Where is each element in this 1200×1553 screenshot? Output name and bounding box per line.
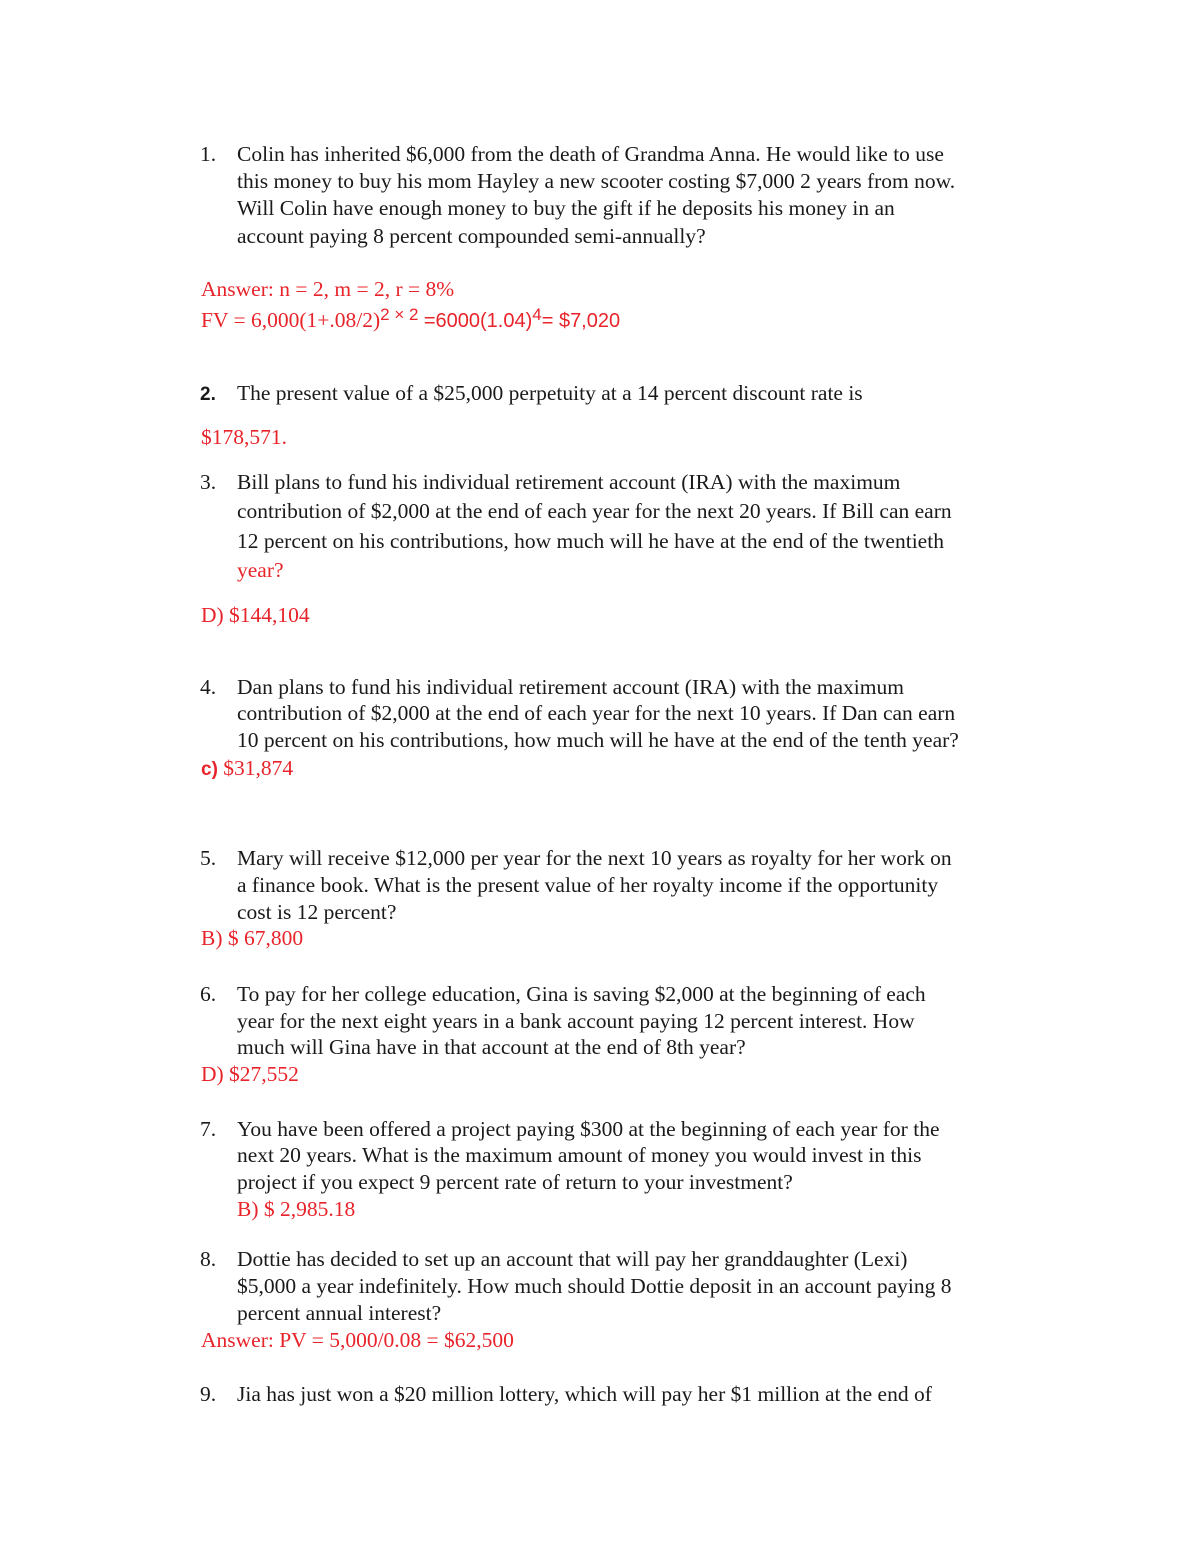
question-text-line: Jia has just won a $20 million lottery, which will pay her $1 million at the end of bbox=[237, 1382, 932, 1406]
exponent: 4 bbox=[532, 305, 542, 324]
answer-5: B) $ 67,800 bbox=[201, 926, 304, 950]
question-text-line: year? bbox=[237, 558, 284, 582]
question-text-line: Colin has inherited $6,000 from the death of Grandma Anna. He would like to use bbox=[237, 142, 944, 166]
question-text-line: 12 percent on his contributions, how much will he have at the end of the twentieth bbox=[237, 529, 944, 553]
question-number: 9. bbox=[200, 1382, 217, 1406]
answer-3: D) $144,104 bbox=[201, 603, 310, 627]
question-number: 7. bbox=[200, 1117, 217, 1141]
question-text-line: contribution of $2,000 at the end of each year for the next 20 years. If Bill can earn bbox=[237, 499, 952, 523]
question-number: 3. bbox=[200, 470, 217, 494]
question-text-line: contribution of $2,000 at the end of each year for the next 10 years. If Dan can earn bbox=[237, 701, 956, 725]
answer-1-line-1: Answer: n = 2, m = 2, r = 8% bbox=[201, 277, 455, 301]
answer-1-line-2 bbox=[201, 305, 621, 333]
question-text-line: project if you expect 9 percent rate of return to your investment? bbox=[237, 1170, 793, 1194]
question-number: 5. bbox=[200, 846, 217, 870]
question-text-line: this money to buy his mom Hayley a new scooter costing $7,000 2 years from now. bbox=[237, 169, 956, 193]
question-number: 8. bbox=[200, 1247, 217, 1271]
answer-2: $178,571. bbox=[201, 425, 287, 449]
question-text-line: account paying 8 percent compounded semi-annually? bbox=[237, 224, 706, 248]
question-text-line: The present value of a $25,000 perpetuity at a 14 percent discount rate is bbox=[237, 381, 863, 405]
answer-formula: FV = 6,000(1+.08/2) bbox=[201, 308, 381, 332]
question-text-line: year for the next eight years in a bank account paying 12 percent interest. How bbox=[237, 1009, 915, 1033]
question-text-line: Dottie has decided to set up an account that will pay her granddaughter (Lexi) bbox=[237, 1247, 908, 1271]
question-text-line: percent annual interest? bbox=[237, 1301, 442, 1325]
answer-8: Answer: PV = 5,000/0.08 = $62,500 bbox=[201, 1328, 514, 1352]
exponent: 2 × 2 bbox=[380, 305, 419, 324]
question-text-line: Will Colin have enough money to buy the gift if he deposits his money in an bbox=[237, 196, 895, 220]
question-number: 4. bbox=[200, 675, 217, 699]
answer-4 bbox=[201, 756, 293, 781]
question-text-line: a finance book. What is the present value of her royalty income if the opportunity bbox=[237, 873, 939, 897]
question-text-line: 10 percent on his contributions, how much will he have at the end of the tenth year? bbox=[237, 728, 959, 752]
question-text-line: much will Gina have in that account at the end of 8th year? bbox=[237, 1035, 746, 1059]
question-number: 6. bbox=[200, 982, 217, 1006]
question-text-line: Dan plans to fund his individual retirement account (IRA) with the maximum bbox=[237, 675, 904, 699]
answer-formula: =6000(1.04) bbox=[423, 310, 533, 332]
question-text-line: Bill plans to fund his individual retirement account (IRA) with the maximum bbox=[237, 470, 901, 494]
question-text-line: You have been offered a project paying $300 at the beginning of each year for the bbox=[237, 1117, 940, 1141]
question-text-line: Mary will receive $12,000 per year for the next 10 years as royalty for her work on bbox=[237, 846, 952, 870]
question-number: 2. bbox=[200, 384, 216, 405]
answer-6: D) $27,552 bbox=[201, 1062, 299, 1086]
question-text-line: next 20 years. What is the maximum amount of money you would invest in this bbox=[237, 1143, 922, 1167]
answer-letter: c) bbox=[201, 759, 218, 780]
question-number: 1. bbox=[200, 142, 217, 166]
answer-value: $31,874 bbox=[217, 756, 294, 780]
question-text-line: cost is 12 percent? bbox=[237, 900, 397, 924]
question-text-line: To pay for her college education, Gina is saving $2,000 at the beginning of each bbox=[237, 982, 926, 1006]
answer-result: = $7,020 bbox=[541, 310, 621, 332]
question-text-line: $5,000 a year indefinitely. How much should Dottie deposit in an account paying 8 bbox=[237, 1274, 952, 1298]
answer-7: B) $ 2,985.18 bbox=[237, 1197, 356, 1221]
